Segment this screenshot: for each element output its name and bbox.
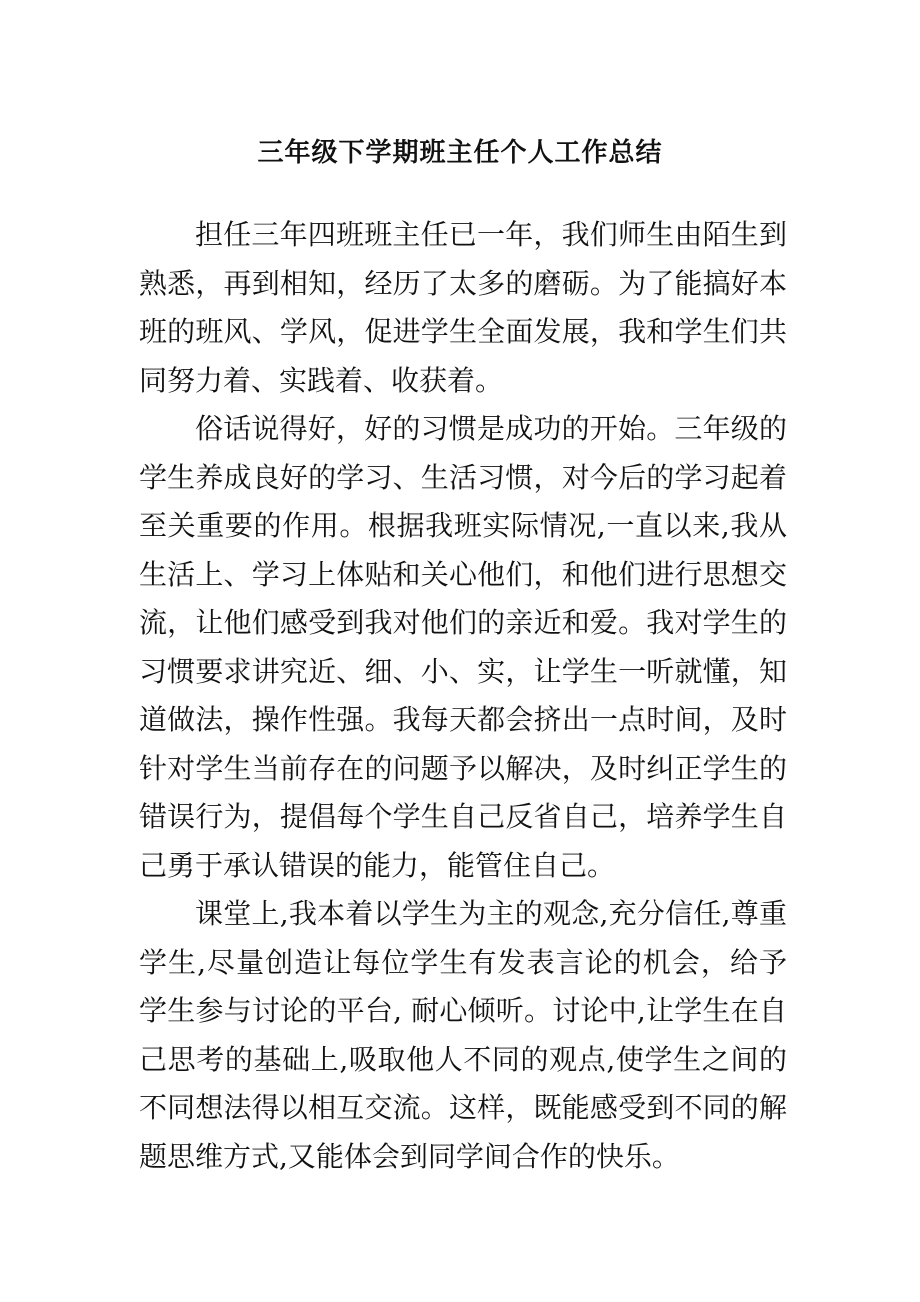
paragraph-habits: 俗话说得好，好的习惯是成功的开始。三年级的学生养成良好的学习、生活习惯，对今后的学习起着至关重要的作用。根据我班实际情况,一直以来,我从生活上、学习上体贴和关心他们，和他们进行思想交流，让他们感受到我对他们的亲近和爱。我对学生的习惯要求讲究近、细、小、实，让学生一听就懂，知道做法，操作性强。我每天都会挤出一点时间，及时针对学生当前存在的问题予以解决，及时纠正学生的错误行为，提倡每个学生自己反省自己，培养学生自己勇于承认错误的能力，能管住自己。 bbox=[139, 412, 787, 882]
document-body bbox=[139, 211, 787, 1181]
paragraph-classroom: 课堂上,我本着以学生为主的观念,充分信任,尊重学生,尽量创造让每位学生有发表言论的机会，给予学生参与讨论的平台, 耐心倾听。讨论中,让学生在自己思考的基础上,吸取他人不同的观点,使学生之间的不同想法得以相互交流。这样，既能感受到不同的解题思维方式,又能体会到同学间合作的快乐。 bbox=[139, 897, 787, 1173]
document-title: 三年级下学期班主任个人工作总结 bbox=[257, 138, 663, 169]
paragraph-intro: 担任三年四班班主任已一年，我们师生由陌生到熟悉，再到相知，经历了太多的磨砺。为了能搞好本班的班风、学风，促进学生全面发展，我和学生们共同努力着、实践着、收获着。 bbox=[139, 218, 787, 397]
